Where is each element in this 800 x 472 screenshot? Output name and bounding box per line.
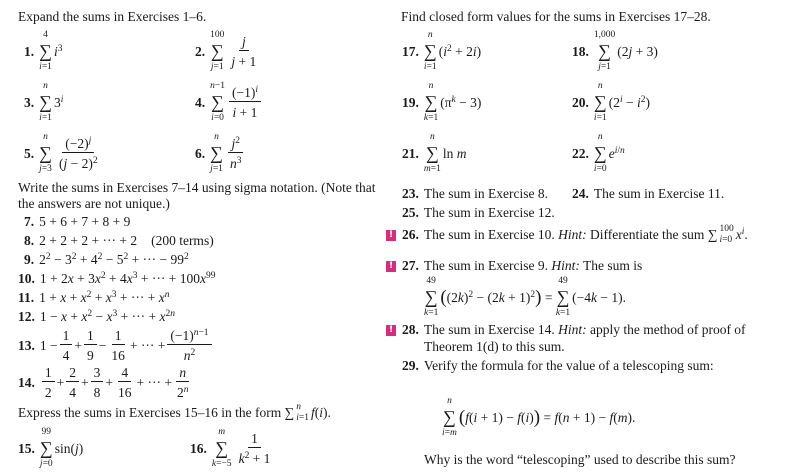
exercise-number: 19.	[402, 94, 419, 110]
exercise-number: 18.	[572, 43, 589, 59]
sigma	[39, 132, 52, 175]
exercise-27-formula	[424, 276, 626, 319]
upper-limit: 4	[43, 30, 48, 40]
lower-limit: i=1	[39, 113, 52, 123]
exercise-number: 26.	[402, 227, 419, 242]
sigma	[594, 132, 607, 175]
sigma-symbol: ∑	[211, 92, 224, 112]
fraction	[229, 85, 261, 121]
exercise-text: The sum in Exercise 12.	[423, 205, 555, 220]
exercise-4	[195, 81, 263, 124]
upper-limit: m	[218, 427, 226, 437]
exercise-19	[402, 81, 481, 124]
operator: + ··· +	[136, 375, 172, 390]
summand: $(i^2 + 2i)$	[438, 43, 482, 59]
exercise-9	[24, 252, 189, 268]
heading-exercises-17-28: Find closed form values for the sums in Exercises 17–28.	[401, 9, 711, 24]
lower-limit: i=1	[39, 62, 52, 72]
upper-limit: n	[597, 132, 603, 142]
sigma-symbol: ∑	[598, 41, 611, 61]
numerator: j	[239, 34, 249, 51]
exercise-28	[402, 322, 746, 338]
fraction	[115, 365, 135, 401]
denominator: 2	[44, 385, 52, 400]
summand: (2j + 3)	[617, 43, 658, 59]
sigma-symbol: ∑	[39, 438, 53, 458]
upper-limit: 100	[210, 30, 225, 40]
sigma	[424, 132, 441, 175]
inline-sigma	[285, 402, 311, 424]
denominator: 16	[118, 385, 132, 400]
sigma-symbol: ∑	[423, 41, 437, 61]
sigma	[594, 30, 615, 73]
term: 1 −	[39, 338, 58, 353]
sigma-symbol: ∑	[39, 92, 52, 112]
exercise-number: 14.	[18, 375, 35, 390]
exercise-15	[18, 427, 83, 470]
sigma-symbol: ∑	[39, 143, 52, 163]
exercise-29	[402, 358, 714, 374]
numerator: 4	[118, 365, 131, 382]
denominator: 2$^n$	[176, 385, 189, 400]
denominator: 4	[69, 385, 76, 400]
denominator: i + 1	[232, 104, 258, 120]
numerator: 1	[84, 328, 97, 345]
heading-exercises-1-6: Expand the sums in Exercises 1–6.	[18, 9, 207, 24]
summand: ln m	[442, 145, 467, 161]
fraction	[91, 365, 104, 401]
exercise-number: 6.	[195, 145, 206, 161]
upper-limit: n	[428, 81, 434, 91]
sigma-symbol: ∑	[215, 438, 229, 458]
exercise-number: 15.	[18, 440, 35, 456]
challenge-marker-icon: !	[386, 261, 396, 272]
lower-limit: i=1	[593, 113, 607, 123]
operator: +	[56, 375, 65, 390]
sigma	[424, 30, 437, 73]
sigma-symbol: ∑	[210, 143, 223, 163]
denominator: j + 1	[231, 53, 257, 69]
lower-limit: k=−5	[211, 459, 232, 469]
sigma	[442, 396, 457, 439]
exercise-8	[24, 233, 214, 249]
fraction	[228, 34, 259, 70]
numerator: n	[176, 365, 189, 382]
paren: )	[533, 406, 541, 428]
exercise-text: The sum in Exercise 11.	[593, 186, 725, 201]
exercise-number: 4.	[195, 94, 206, 110]
lower-limit: j=0	[39, 459, 53, 469]
denominator: $k^2 + 1$	[238, 450, 271, 466]
fraction	[56, 136, 101, 172]
exercise-13	[18, 328, 214, 364]
expression: 2 + 2 + 2 + ··· + 2	[39, 233, 138, 248]
inline-sigma	[708, 224, 736, 246]
operator: + ··· +	[129, 338, 166, 353]
summand: 3$^i$	[53, 94, 64, 110]
exercise-number: 2.	[195, 43, 206, 59]
paren: (	[458, 406, 466, 428]
exercise-number: 23.	[402, 186, 419, 201]
sigma-symbol: ∑	[424, 92, 438, 112]
hint-label: Hint:	[551, 258, 580, 273]
hint-label: Hint:	[558, 227, 587, 242]
upper-limit: n	[427, 30, 433, 40]
summand: $e^{i/n}$	[608, 145, 625, 161]
lower-limit: i=m	[442, 428, 457, 438]
exercise-number: 3.	[24, 94, 35, 110]
sigma	[424, 276, 438, 319]
denominator: $(j - 2)^2$	[58, 155, 98, 171]
lower-limit: k=1	[423, 113, 439, 123]
exercise-number: 10.	[18, 271, 35, 286]
exercise-number: 16.	[190, 440, 207, 456]
telescoping-formula	[442, 396, 635, 439]
upper-limit: n	[429, 132, 435, 142]
fraction	[174, 365, 192, 401]
exercise-11	[18, 290, 169, 306]
sigma	[556, 276, 570, 319]
lower-limit: i=0	[211, 113, 224, 123]
exercise-number: 7.	[24, 214, 35, 229]
exercise-23	[402, 186, 548, 202]
sigma-symbol: ∑	[593, 92, 607, 112]
sigma	[39, 81, 52, 124]
fraction	[236, 431, 274, 467]
exercise-number: 22.	[572, 145, 589, 161]
summand: (−4k − 1).	[572, 289, 626, 305]
operator: +	[74, 338, 82, 353]
exercise-21	[402, 132, 467, 175]
sigma-symbol: ∑	[556, 287, 570, 307]
numerator: $(-2)^j$	[62, 136, 94, 153]
exercise-28-line2: Theorem 1(d) to this sum.	[424, 339, 565, 354]
hint-text: apply the method of proof of	[586, 322, 746, 337]
denominator: $n^2$	[183, 348, 196, 363]
operator: −	[98, 338, 107, 353]
sigma	[40, 427, 53, 470]
exercise-18	[572, 30, 658, 73]
fraction	[60, 328, 73, 364]
fraction	[108, 328, 128, 364]
exercise-number: 12.	[18, 309, 35, 324]
exercise-27	[402, 258, 642, 274]
exercise-24	[572, 186, 724, 202]
upper-limit: n	[43, 132, 48, 142]
sigma-symbol: ∑	[284, 405, 295, 420]
exercise-12	[18, 309, 175, 325]
denominator: 4	[62, 348, 70, 363]
upper-limit: 1,000	[593, 30, 616, 40]
fraction	[227, 136, 245, 172]
exercise-17	[402, 30, 481, 73]
exercise-14	[18, 365, 193, 401]
exercise-26	[402, 224, 748, 246]
upper-limit: 49	[558, 276, 568, 286]
lower-limit: i=0	[593, 164, 607, 174]
expression: $2^2 - 3^2 + 4^2 - 5^2$ + ··· − $99^2$	[39, 252, 189, 267]
lower-limit: j=1	[598, 62, 611, 72]
exercise-number: 8.	[24, 233, 35, 248]
exercise-number: 29.	[402, 358, 419, 373]
sigma-symbol: ∑	[707, 227, 718, 242]
operator: +	[81, 375, 89, 390]
exercise-5	[24, 132, 103, 175]
exercise-number: 5.	[24, 145, 35, 161]
fraction	[167, 328, 211, 364]
hint-label: Hint:	[558, 322, 587, 337]
exercise-number: 20.	[572, 94, 589, 110]
exercise-2	[195, 30, 261, 73]
numerator: 2	[66, 365, 79, 382]
sigma	[210, 132, 223, 175]
lower-limit: i=0	[719, 235, 733, 245]
exercise-text: The sum in Exercise 10.	[423, 227, 559, 242]
fraction	[84, 328, 97, 364]
upper-limit: n	[447, 396, 452, 406]
sigma	[594, 81, 607, 124]
exercise-29-question: Why is the word “telescoping” used to describe this sum?	[424, 452, 736, 467]
exercise-text: Verify the formula for the value of a telescoping sum:	[423, 358, 714, 373]
upper-limit: 49	[426, 276, 436, 286]
denominator: $n^3$	[229, 155, 242, 171]
upper-limit: n	[214, 132, 219, 142]
exercise-number: 28.	[402, 322, 419, 337]
exercise-10	[18, 271, 215, 287]
summand: f(i).	[310, 405, 331, 420]
denominator: 8	[93, 385, 101, 400]
lower-limit: k=1	[424, 308, 439, 318]
summand: sin(j)	[54, 440, 84, 456]
challenge-marker-icon: !	[386, 325, 396, 336]
exercise-number: 24.	[572, 186, 589, 201]
sigma-symbol: ∑	[210, 41, 224, 61]
exercise-22	[572, 132, 625, 175]
summand: $(2^i - i^2)$	[608, 94, 650, 110]
upper-limit: n	[597, 81, 603, 91]
denominator: 16	[111, 348, 125, 363]
heading-exercises-15-16	[18, 402, 331, 424]
sigma-symbol: ∑	[443, 407, 456, 427]
exercise-number: 11.	[18, 290, 35, 305]
exercise-number: 27.	[402, 258, 419, 273]
upper-limit: n	[296, 402, 301, 412]
challenge-marker-icon: !	[386, 230, 396, 241]
exercise-text: The sum in Exercise 9.	[423, 258, 552, 273]
operator: +	[105, 375, 113, 390]
sigma	[424, 81, 438, 124]
sigma-symbol: ∑	[424, 287, 438, 307]
numerator: 1	[60, 328, 73, 345]
lower-limit: m=1	[423, 164, 441, 174]
heading-exercises-7-14-line1: Write the sums in Exercises 7–14 using sigma notation. (Note that	[18, 180, 376, 195]
exercise-25	[402, 205, 555, 221]
exercise-3	[24, 81, 63, 124]
summand: $x^i$.	[735, 227, 748, 242]
note: (200 terms)	[151, 233, 214, 248]
exercise-text: The sum in Exercise 8.	[423, 186, 548, 201]
exercise-20	[572, 81, 650, 124]
numerator: 3	[91, 365, 104, 382]
sigma	[212, 427, 232, 470]
hint-text: The sum is	[579, 258, 643, 273]
summand: $i^3$	[53, 43, 63, 59]
sigma	[39, 30, 52, 73]
exercise-16	[190, 427, 275, 470]
exercise-text: The sum in Exercise 14.	[423, 322, 559, 337]
hint-text: Differentiate the sum	[586, 227, 708, 242]
numerator: $(-1)^i$	[229, 85, 261, 102]
numerator: $j^2$	[228, 136, 243, 153]
lower-limit: i=1	[296, 413, 309, 423]
fraction	[66, 365, 79, 401]
lower-limit: j=3	[39, 164, 52, 174]
numerator: 1	[42, 365, 55, 382]
sigma-symbol: ∑	[425, 143, 439, 163]
expression: $1 - x + x^2 - x^3$ + ··· + $x^{2n}$	[39, 309, 175, 324]
numerator: 1	[112, 328, 125, 345]
exercise-7	[24, 214, 130, 230]
lower-limit: j=1	[210, 164, 223, 174]
numerator: 1	[248, 431, 261, 448]
upper-limit: 99	[41, 427, 52, 437]
sigma-symbol: ∑	[39, 41, 52, 61]
exercise-number: 17.	[402, 43, 419, 59]
sigma-symbol: ∑	[593, 143, 607, 163]
paren: (	[440, 286, 447, 308]
summand: $(2k)^2 - (2k + 1)^2$	[446, 289, 536, 305]
upper-limit: 100	[719, 224, 734, 234]
exercise-6	[195, 132, 246, 175]
heading-text: Express the sums in Exercises 15–16 in the form	[18, 405, 285, 420]
heading-exercises-7-14-line2: the answers are not unique.)	[18, 196, 170, 211]
lower-limit: k=1	[555, 308, 571, 318]
lower-limit: i=1	[423, 62, 437, 72]
expression: 5 + 6 + 7 + 8 + 9	[39, 214, 131, 229]
lower-limit: j=1	[210, 62, 224, 72]
right-hand-side: = f(n + 1) − f(m).	[540, 409, 636, 425]
summand: f(i + 1) − f(i)	[465, 409, 534, 425]
upper-limit: n−1	[210, 81, 225, 91]
exercise-number: 21.	[402, 145, 419, 161]
numerator: $(-1)^{n-1}$	[167, 328, 211, 345]
sigma	[210, 81, 225, 124]
exercise-number: 25.	[402, 205, 419, 220]
sigma	[210, 30, 224, 73]
expression: $1 + 2x + 3x^2 + 4x^3$ + ··· + $100x^{99}$	[39, 271, 216, 286]
exercise-number: 1.	[24, 43, 35, 59]
upper-limit: n	[43, 81, 48, 91]
exercise-number: 13.	[18, 338, 35, 353]
fraction	[42, 365, 55, 401]
equals: =	[541, 289, 556, 305]
exercise-1	[24, 30, 62, 73]
denominator: 9	[87, 348, 94, 363]
summand: $(\pi^k - 3)$	[440, 94, 482, 110]
expression: $1 + x + x^2 + x^3$ + ··· + $x^n$	[39, 290, 170, 305]
paren: )	[535, 286, 542, 308]
exercise-number: 9.	[24, 252, 35, 267]
